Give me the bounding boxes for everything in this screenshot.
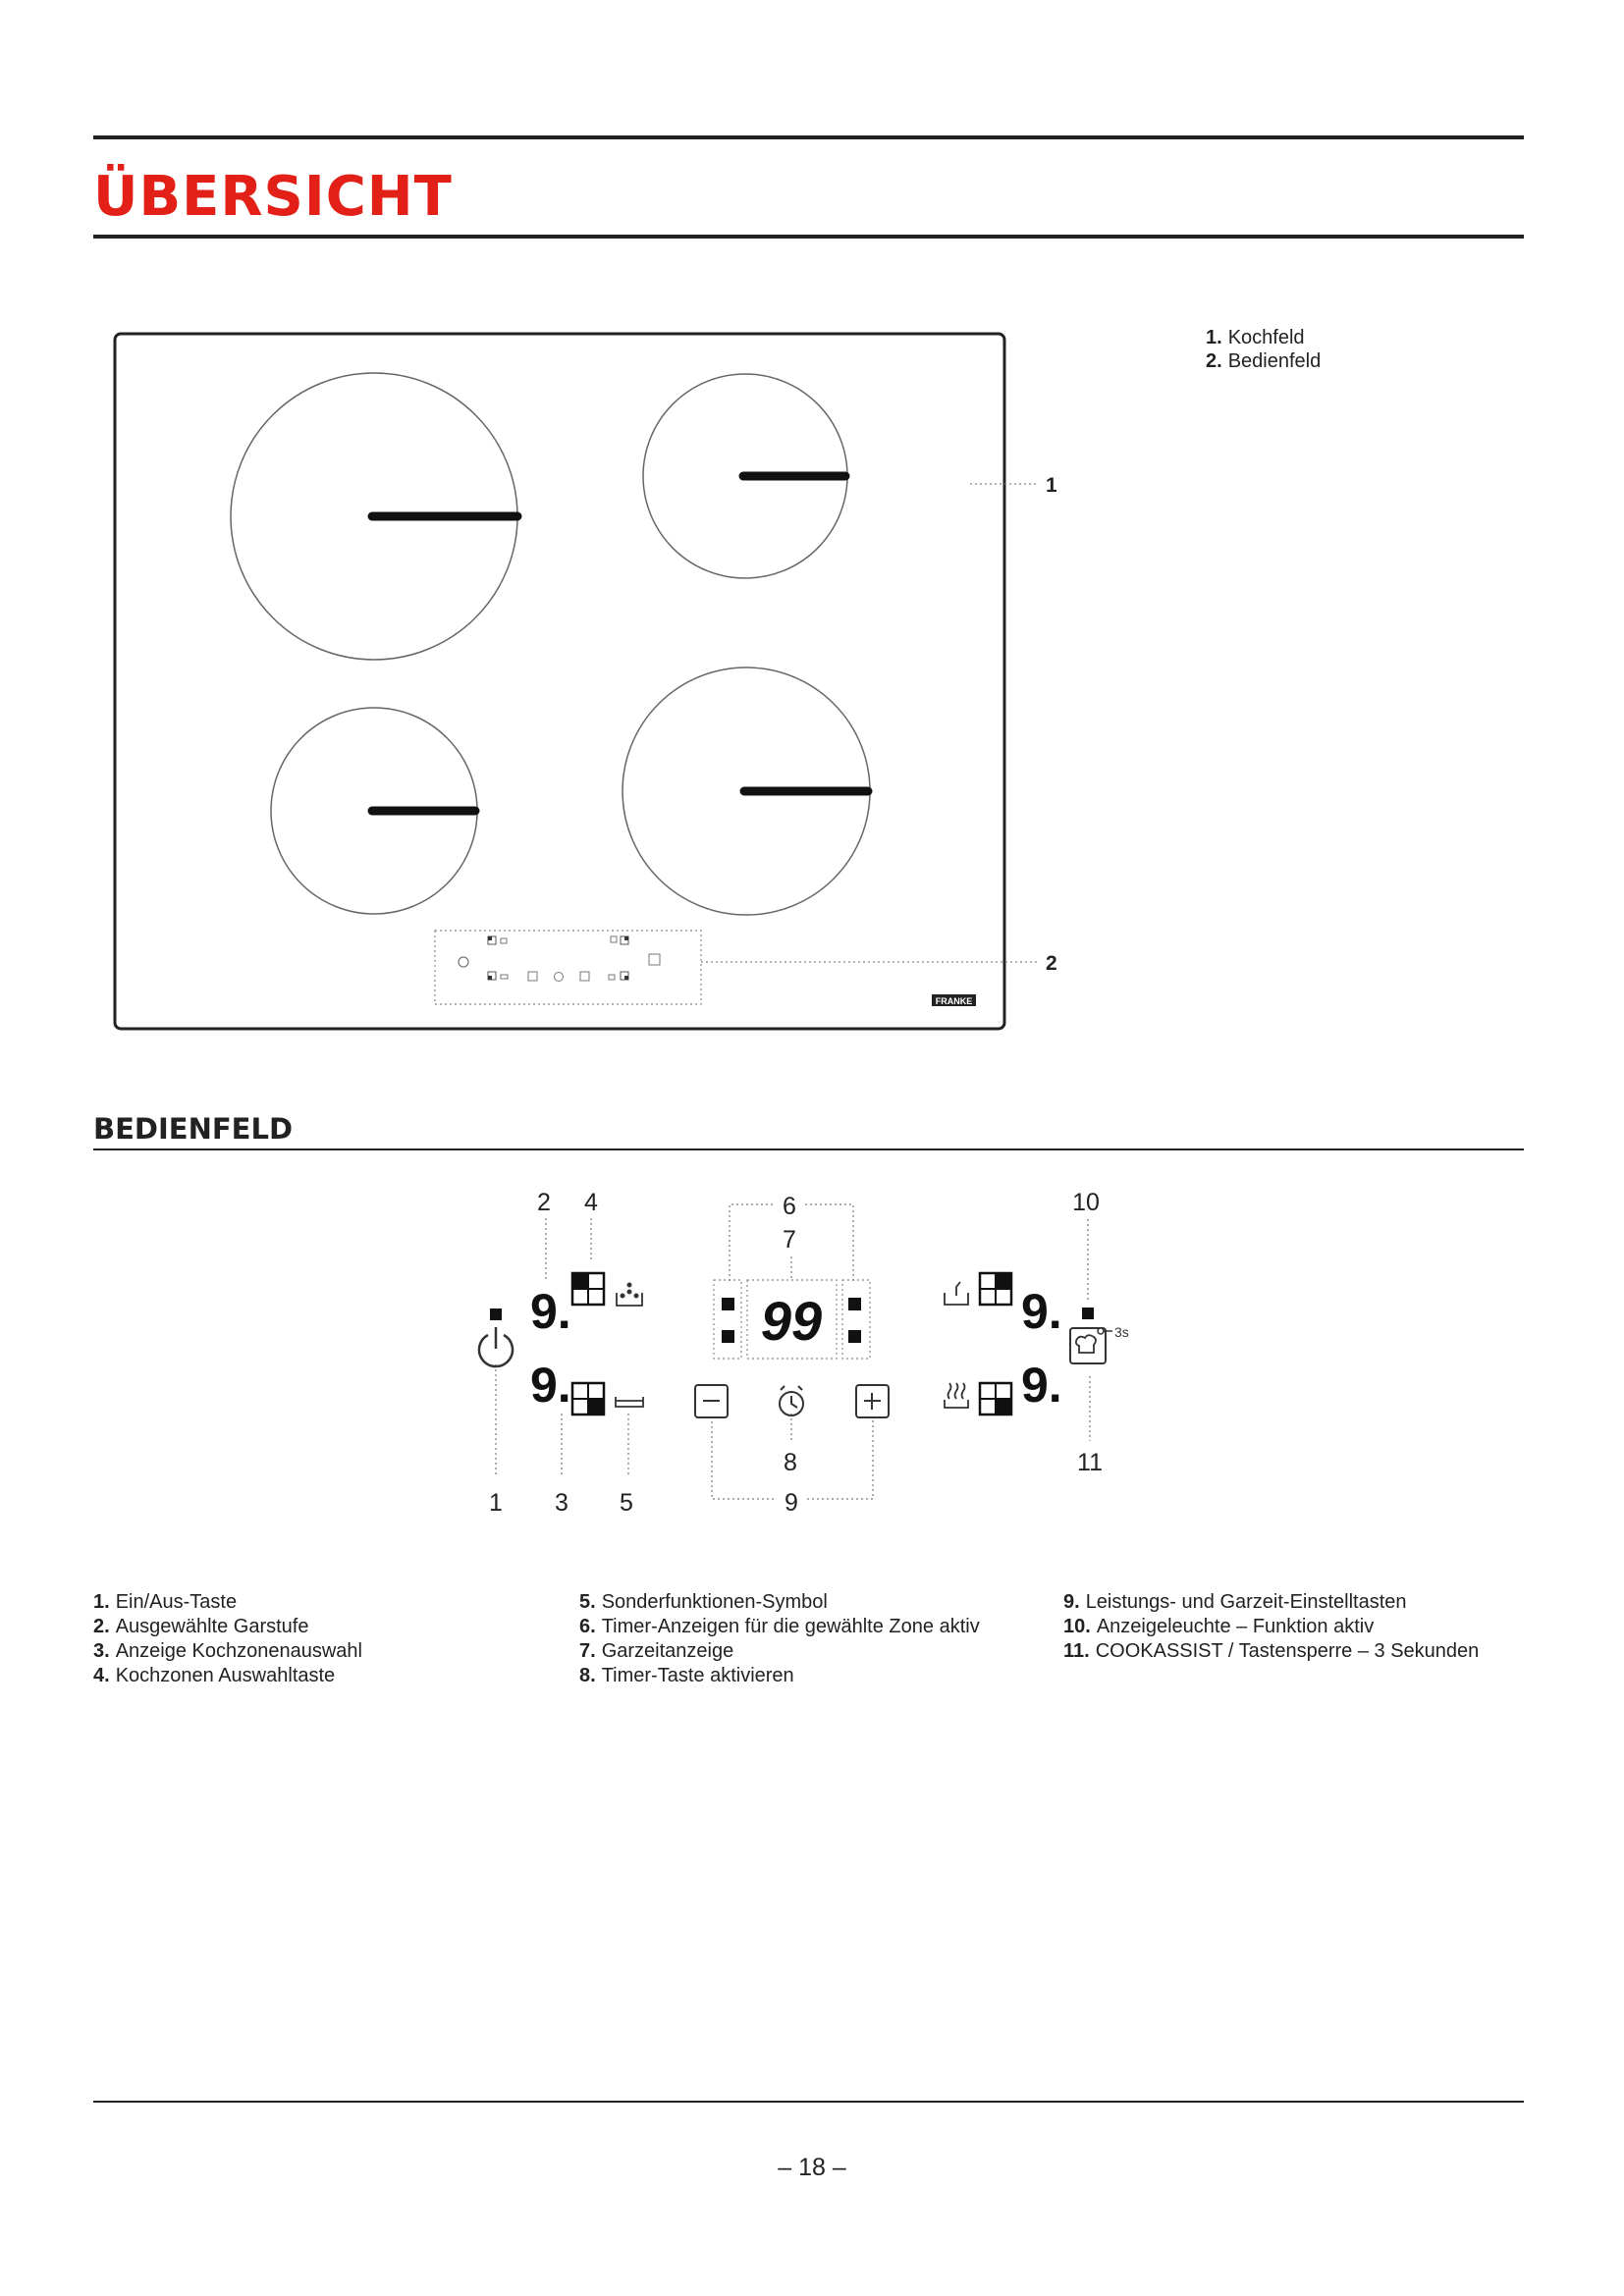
timer-indicator-frame-left [714, 1280, 741, 1359]
zone-selector-key-right-top [980, 1273, 1011, 1305]
level-display-left-top: 9. [530, 1284, 571, 1339]
legend-item: 6. Timer-Anzeigen für die gewählte Zone aktiv [579, 1616, 980, 1637]
legend-item: 9. Leistungs- und Garzeit-Einstelltasten [1063, 1591, 1407, 1613]
callout-8: 8 [784, 1449, 797, 1476]
minus-button [695, 1385, 728, 1417]
legend-item: 10. Anzeigeleuchte – Funktion aktiv [1063, 1616, 1375, 1637]
alarm-clock-icon [780, 1386, 803, 1415]
panel-legend-col-3 [1063, 1590, 1479, 1664]
power-indicator-light [490, 1308, 502, 1320]
function-active-indicator [1082, 1308, 1094, 1319]
legend-item: 11. COOKASSIST / Tastensperre – 3 Sekunden [1063, 1640, 1480, 1662]
level-display-right-bottom: 9. [1021, 1358, 1062, 1413]
legend-item: 3. Anzeige Kochzonenauswahl [93, 1640, 362, 1662]
legend-item: 1. Ein/Aus-Taste [93, 1591, 238, 1613]
timer-indicator-frame-right [842, 1280, 870, 1359]
special-function-icon-right-top [945, 1282, 968, 1305]
page-title: ÜBERSICHT [93, 165, 453, 229]
zone-selector-key-left-top [572, 1273, 604, 1305]
legend-item: 5. Sonderfunktionen-Symbol [579, 1591, 828, 1613]
steam-icon-right-bottom [945, 1383, 968, 1408]
callout-3: 3 [555, 1489, 568, 1517]
zone-selector-key-left-bottom [572, 1383, 604, 1415]
callout-9: 9 [785, 1489, 798, 1517]
brand-logo: FRANKE [935, 996, 973, 1006]
special-function-icon-left-bottom [616, 1397, 643, 1407]
callout-5: 5 [620, 1489, 633, 1517]
panel-legend-col-2 [579, 1590, 980, 1688]
special-function-icon-left-top [617, 1283, 642, 1306]
timer-indicator-led [722, 1298, 734, 1310]
section-title-bedienfeld: BEDIENFELD [93, 1112, 294, 1146]
page-number: – 18 – [778, 2154, 846, 2181]
callout-4: 4 [584, 1189, 598, 1216]
panel-legend-col-1 [93, 1590, 362, 1688]
cookassist-button [1070, 1328, 1112, 1363]
callout-10: 10 [1072, 1189, 1100, 1216]
callout-7: 7 [783, 1226, 796, 1254]
lock-duration-label: 3s [1114, 1324, 1129, 1340]
callout-2: 2 [1046, 952, 1057, 975]
callout-6: 6 [783, 1193, 796, 1220]
cooking-time-display: 99 [760, 1290, 823, 1352]
legend-item: 8. Timer-Taste aktivieren [579, 1665, 794, 1686]
timer-indicator-led [722, 1330, 734, 1343]
legend-item: 4. Kochzonen Auswahltaste [93, 1665, 336, 1686]
level-display-left-bottom: 9. [530, 1358, 571, 1413]
timer-indicator-led [848, 1298, 861, 1310]
zone-selector-key-right-bottom [980, 1383, 1011, 1415]
callout-11: 11 [1077, 1449, 1103, 1476]
legend-item: 2. Ausgewählte Garstufe [93, 1616, 309, 1637]
power-icon [479, 1327, 513, 1366]
plus-button [856, 1385, 889, 1417]
level-display-right-top: 9. [1021, 1284, 1062, 1339]
legend-item: 7. Garzeitanzeige [579, 1640, 734, 1662]
callout-1: 1 [489, 1489, 503, 1517]
callout-1: 1 [1046, 474, 1057, 497]
overview-legend-item: 1. Kochfeld [1206, 327, 1305, 348]
callout-2: 2 [537, 1189, 551, 1216]
footer-rule [93, 2101, 1524, 2103]
overview-legend-item: 2. Bedienfeld [1206, 350, 1322, 372]
timer-indicator-led [848, 1330, 861, 1343]
